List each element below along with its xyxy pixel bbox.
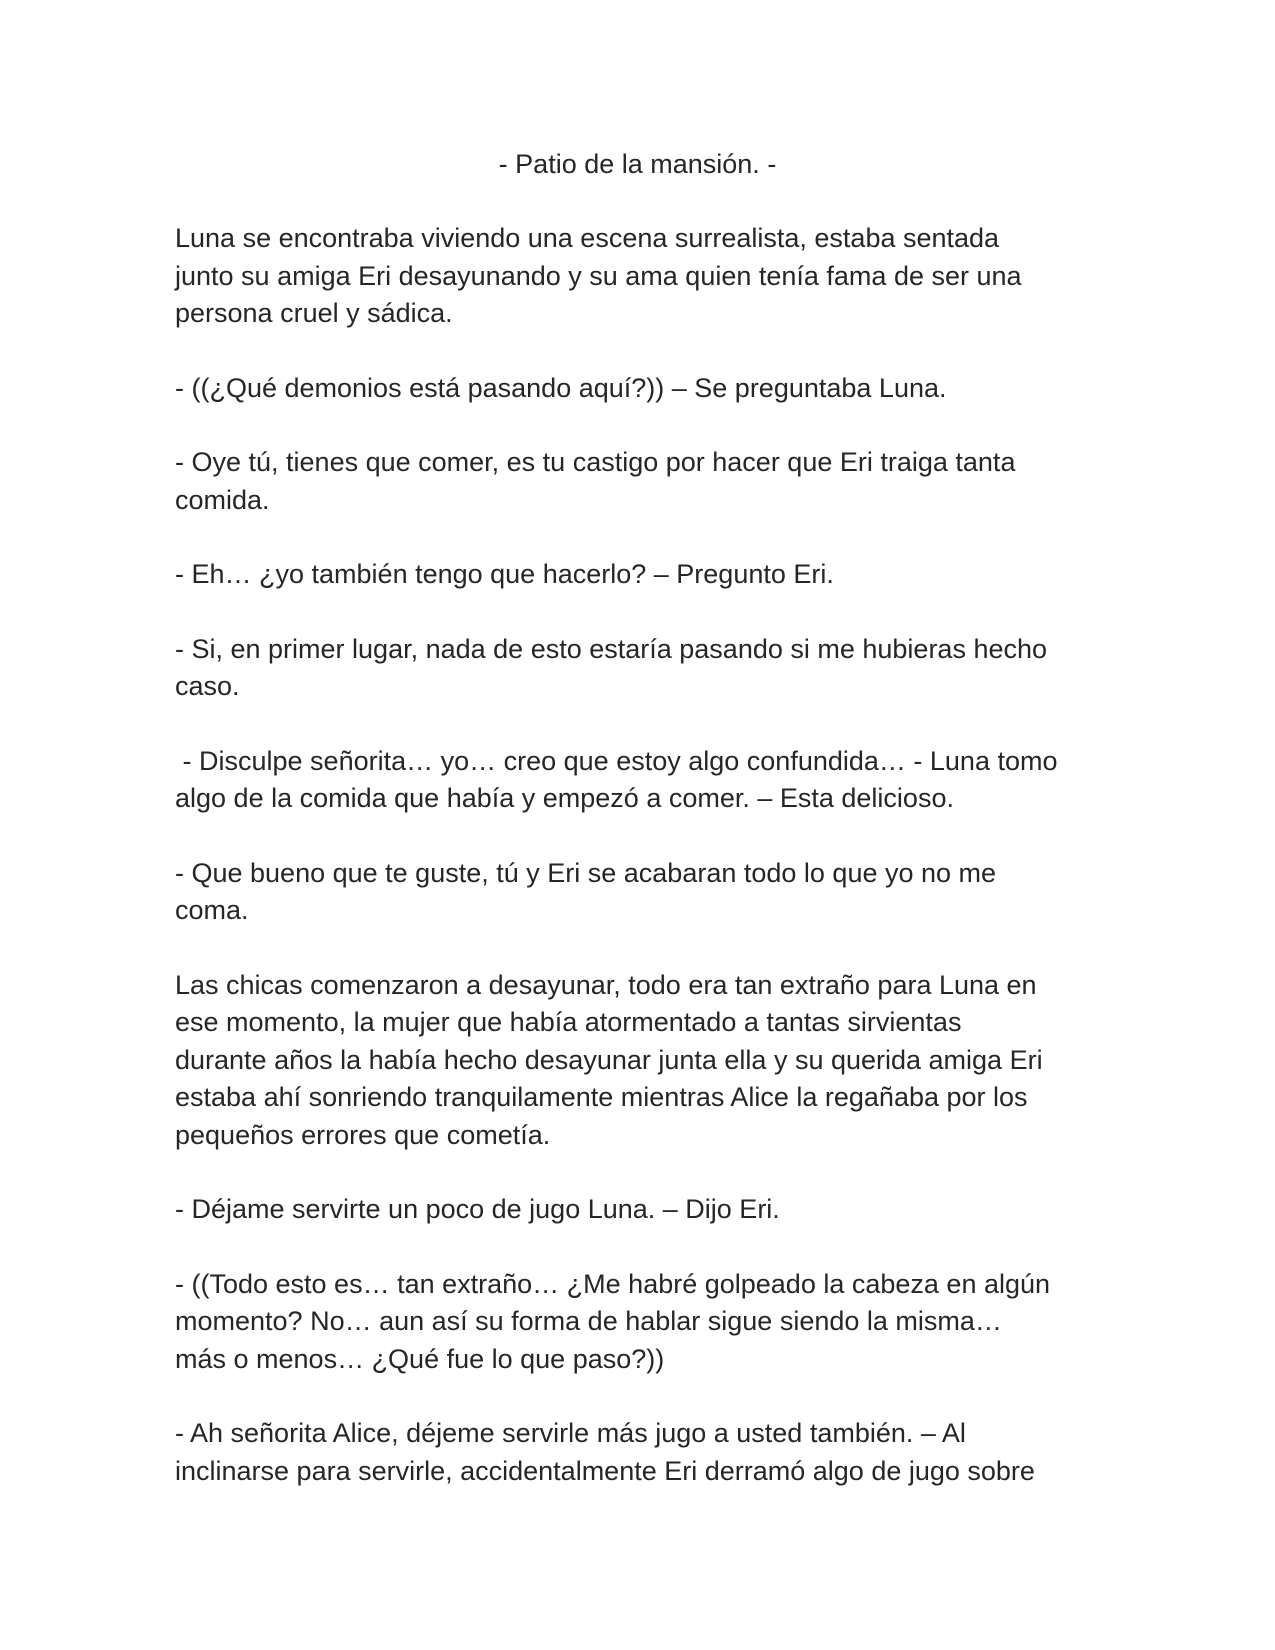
paragraph: - Oye tú, tienes que comer, es tu castigo por hacer que Eri traiga tanta comida. (175, 447, 1016, 515)
paragraph: - ((Todo esto es… tan extraño… ¿Me habré golpeado la cabeza en algún momento? No… aun así su forma de hablar sigue siendo la misma… más o menos… ¿Qué fue lo que paso?)) (175, 1268, 1051, 1374)
paragraph: Luna se encontraba viviendo una escena surrealista, estaba sentada junto su amiga Eri desayunando y su ama quien tenía fama de ser una persona cruel y sádica. (175, 223, 1022, 328)
paragraph: - Si, en primer lugar, nada de esto estaría pasando si me hubieras hecho caso. (175, 633, 1048, 701)
document-body (175, 146, 1100, 1527)
paragraph: - Que bueno que te guste, tú y Eri se acabaran todo lo que yo no me coma. (175, 857, 997, 925)
paragraph: - Eh… ¿yo también tengo que hacerlo? – Pregunto Eri. (175, 559, 834, 589)
paragraph: - Disculpe señorita… yo… creo que estoy algo confundida… - Luna tomo algo de la comida que había y empezó a comer. – Esta delicioso. (175, 745, 1058, 813)
paragraph: Las chicas comenzaron a desayunar, todo era tan extraño para Luna en ese momento, la mujer que había atormentado a tantas sirvientas durante años la había hecho desayunar junta ella y su querida amiga Eri estaba ahí sonriendo tranquilamente mientras Alice la regañaba por los pequeños errores que cometía. (175, 969, 1043, 1150)
paragraph: - Ah señorita Alice, déjeme servirle más jugo a usted también. – Al inclinarse para servirle, accidentalmente Eri derramó algo de jugo sobre (175, 1418, 1035, 1486)
paragraph: - Déjame servirte un poco de jugo Luna. – Dijo Eri. (175, 1194, 780, 1224)
paragraph: - ((¿Qué demonios está pasando aquí?)) – Se preguntaba Luna. (175, 372, 947, 403)
scene-heading: - Patio de la mansión. - (498, 149, 777, 179)
